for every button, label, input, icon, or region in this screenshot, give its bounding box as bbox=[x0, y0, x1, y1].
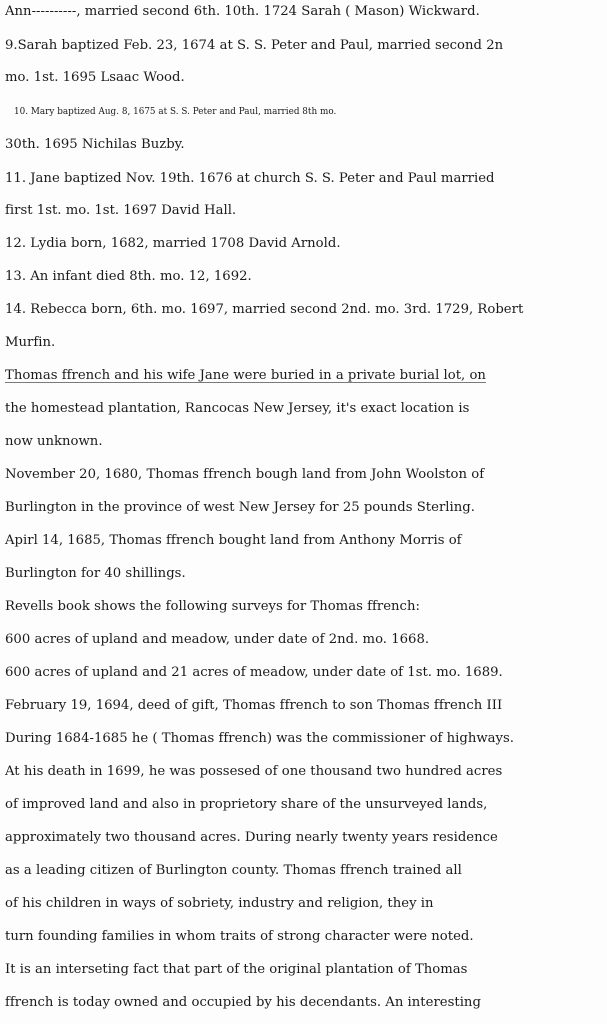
text-line: of improved land and also in proprietory share of the unsurveyed lands, bbox=[5, 797, 488, 812]
text-line: first 1st. mo. 1st. 1697 David Hall. bbox=[5, 203, 237, 218]
text-line: 13. An infant died 8th. mo. 12, 1692. bbox=[5, 269, 252, 284]
text-line: Murfin. bbox=[5, 335, 56, 350]
text-line: approximately two thousand acres. During nearly twenty years residence bbox=[5, 830, 498, 845]
text-line: of his children in ways of sobriety, industry and religion, they in bbox=[5, 896, 434, 911]
text-line: February 19, 1694, deed of gift, Thomas ffrench to son Thomas ffrench III bbox=[5, 698, 503, 713]
text-line: November 20, 1680, Thomas ffrench bough land from John Woolston of bbox=[5, 467, 485, 482]
text-line: 600 acres of upland and 21 acres of meadow, under date of 1st. mo. 1689. bbox=[5, 665, 503, 680]
text-line: 14. Rebecca born, 6th. mo. 1697, married second 2nd. mo. 3rd. 1729, Robert bbox=[5, 302, 524, 317]
text-line: During 1684-1685 he ( Thomas ffrench) was the commissioner of highways. bbox=[5, 731, 515, 746]
text-line: Ann----------, married second 6th. 10th. 1724 Sarah ( Mason) Wickward. bbox=[5, 4, 480, 19]
text-line: Burlington in the province of west New Jersey for 25 pounds Sterling. bbox=[5, 500, 475, 515]
text-line: Thomas ffrench and his wife Jane were buried in a private burial lot, on bbox=[5, 368, 486, 383]
text-line: the homestead plantation, Rancocas New Jersey, it's exact location is bbox=[5, 401, 470, 416]
text-line: ffrench is today owned and occupied by his decendants. An interesting bbox=[5, 995, 481, 1010]
text-line: At his death in 1699, he was possesed of one thousand two hundred acres bbox=[5, 764, 503, 779]
text-line: Apirl 14, 1685, Thomas ffrench bought land from Anthony Morris of bbox=[5, 533, 462, 548]
text-line: It is an interseting fact that part of the original plantation of Thomas bbox=[5, 962, 468, 977]
text-line: 12. Lydia born, 1682, married 1708 David Arnold. bbox=[5, 236, 341, 251]
text-line: mo. 1st. 1695 Lsaac Wood. bbox=[5, 70, 185, 85]
text-line: 10. Mary baptized Aug. 8, 1675 at S. S. Peter and Paul, married 8th mo. bbox=[14, 107, 337, 117]
text-line: 9.Sarah baptized Feb. 23, 1674 at S. S. Peter and Paul, married second 2n bbox=[5, 38, 504, 53]
text-line: turn founding families in whom traits of strong character were noted. bbox=[5, 929, 474, 944]
text-line: 11. Jane baptized Nov. 19th. 1676 at church S. S. Peter and Paul married bbox=[5, 171, 495, 186]
text-line: Revells book shows the following surveys for Thomas ffrench: bbox=[5, 599, 420, 614]
text-line: now unknown. bbox=[5, 434, 103, 449]
text-line: 30th. 1695 Nichilas Buzby. bbox=[5, 137, 185, 152]
text-line: Burlington for 40 shillings. bbox=[5, 566, 186, 581]
text-line: 600 acres of upland and meadow, under date of 2nd. mo. 1668. bbox=[5, 632, 430, 647]
text-line: as a leading citizen of Burlington county. Thomas ffrench trained all bbox=[5, 863, 462, 878]
